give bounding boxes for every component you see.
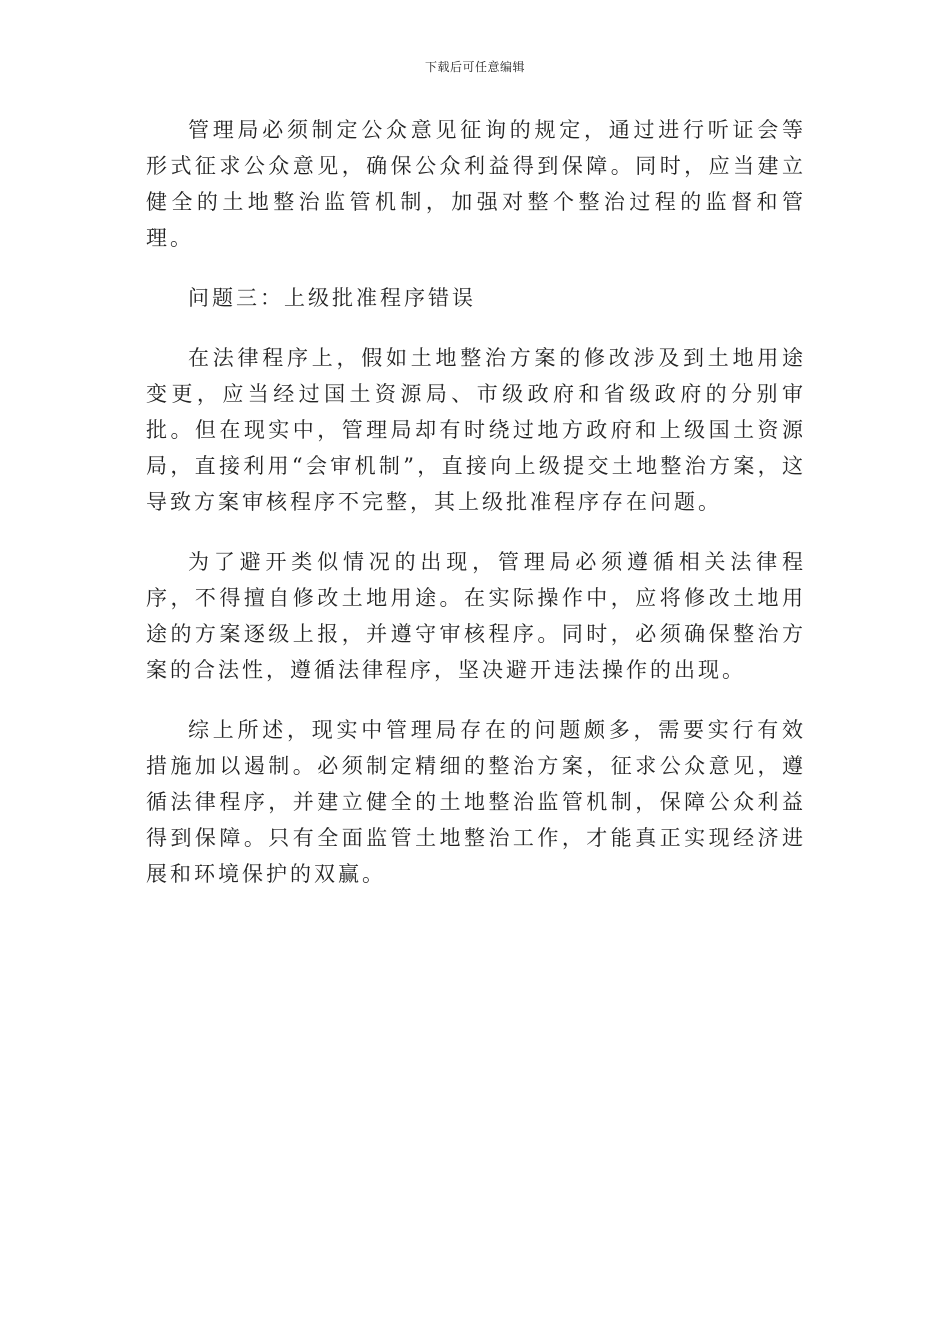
paragraph-3: 为了避开类似情况的出现，管理局必须遵循相关法律程序，不得擅自修改土地用途。在实际操作中，应将修改土地用途的方案逐级上报，并遵守审核程序。同时，必须确保整治方案的合法性，遵循法律程序，坚决避开违法操作的出现。 bbox=[146, 550, 806, 682]
paragraph-4: 综上所述，现实中管理局存在的问题颇多，需要实行有效措施加以遏制。必须制定精细的整治方案，征求公众意见，遵循法律程序，并建立健全的土地整治监管机制，保障公众利益得到保障。只有全面监管土地整治工作，才能真正实现经济进展和环境保护的双赢。 bbox=[146, 718, 806, 886]
document-body bbox=[146, 112, 806, 916]
page-header: 下载后可任意编辑 bbox=[424, 60, 525, 74]
section-heading: 问题三：上级批准程序错误 bbox=[188, 286, 476, 310]
paragraph-1: 管理局必须制定公众意见征询的规定，通过进行听证会等形式征求公众意见，确保公众利益得到保障。同时，应当建立健全的土地整治监管机制，加强对整个整治过程的监督和管理。 bbox=[146, 118, 806, 250]
paragraph-2: 在法律程序上，假如土地整治方案的修改涉及到土地用途变更，应当经过国土资源局、市级政府和省级政府的分别审批。但在现实中，管理局却有时绕过地方政府和上级国土资源局，直接利用“会审机制”，直接向上级提交土地整治方案，这导致方案审核程序不完整，其上级批准程序存在问题。 bbox=[146, 346, 806, 514]
